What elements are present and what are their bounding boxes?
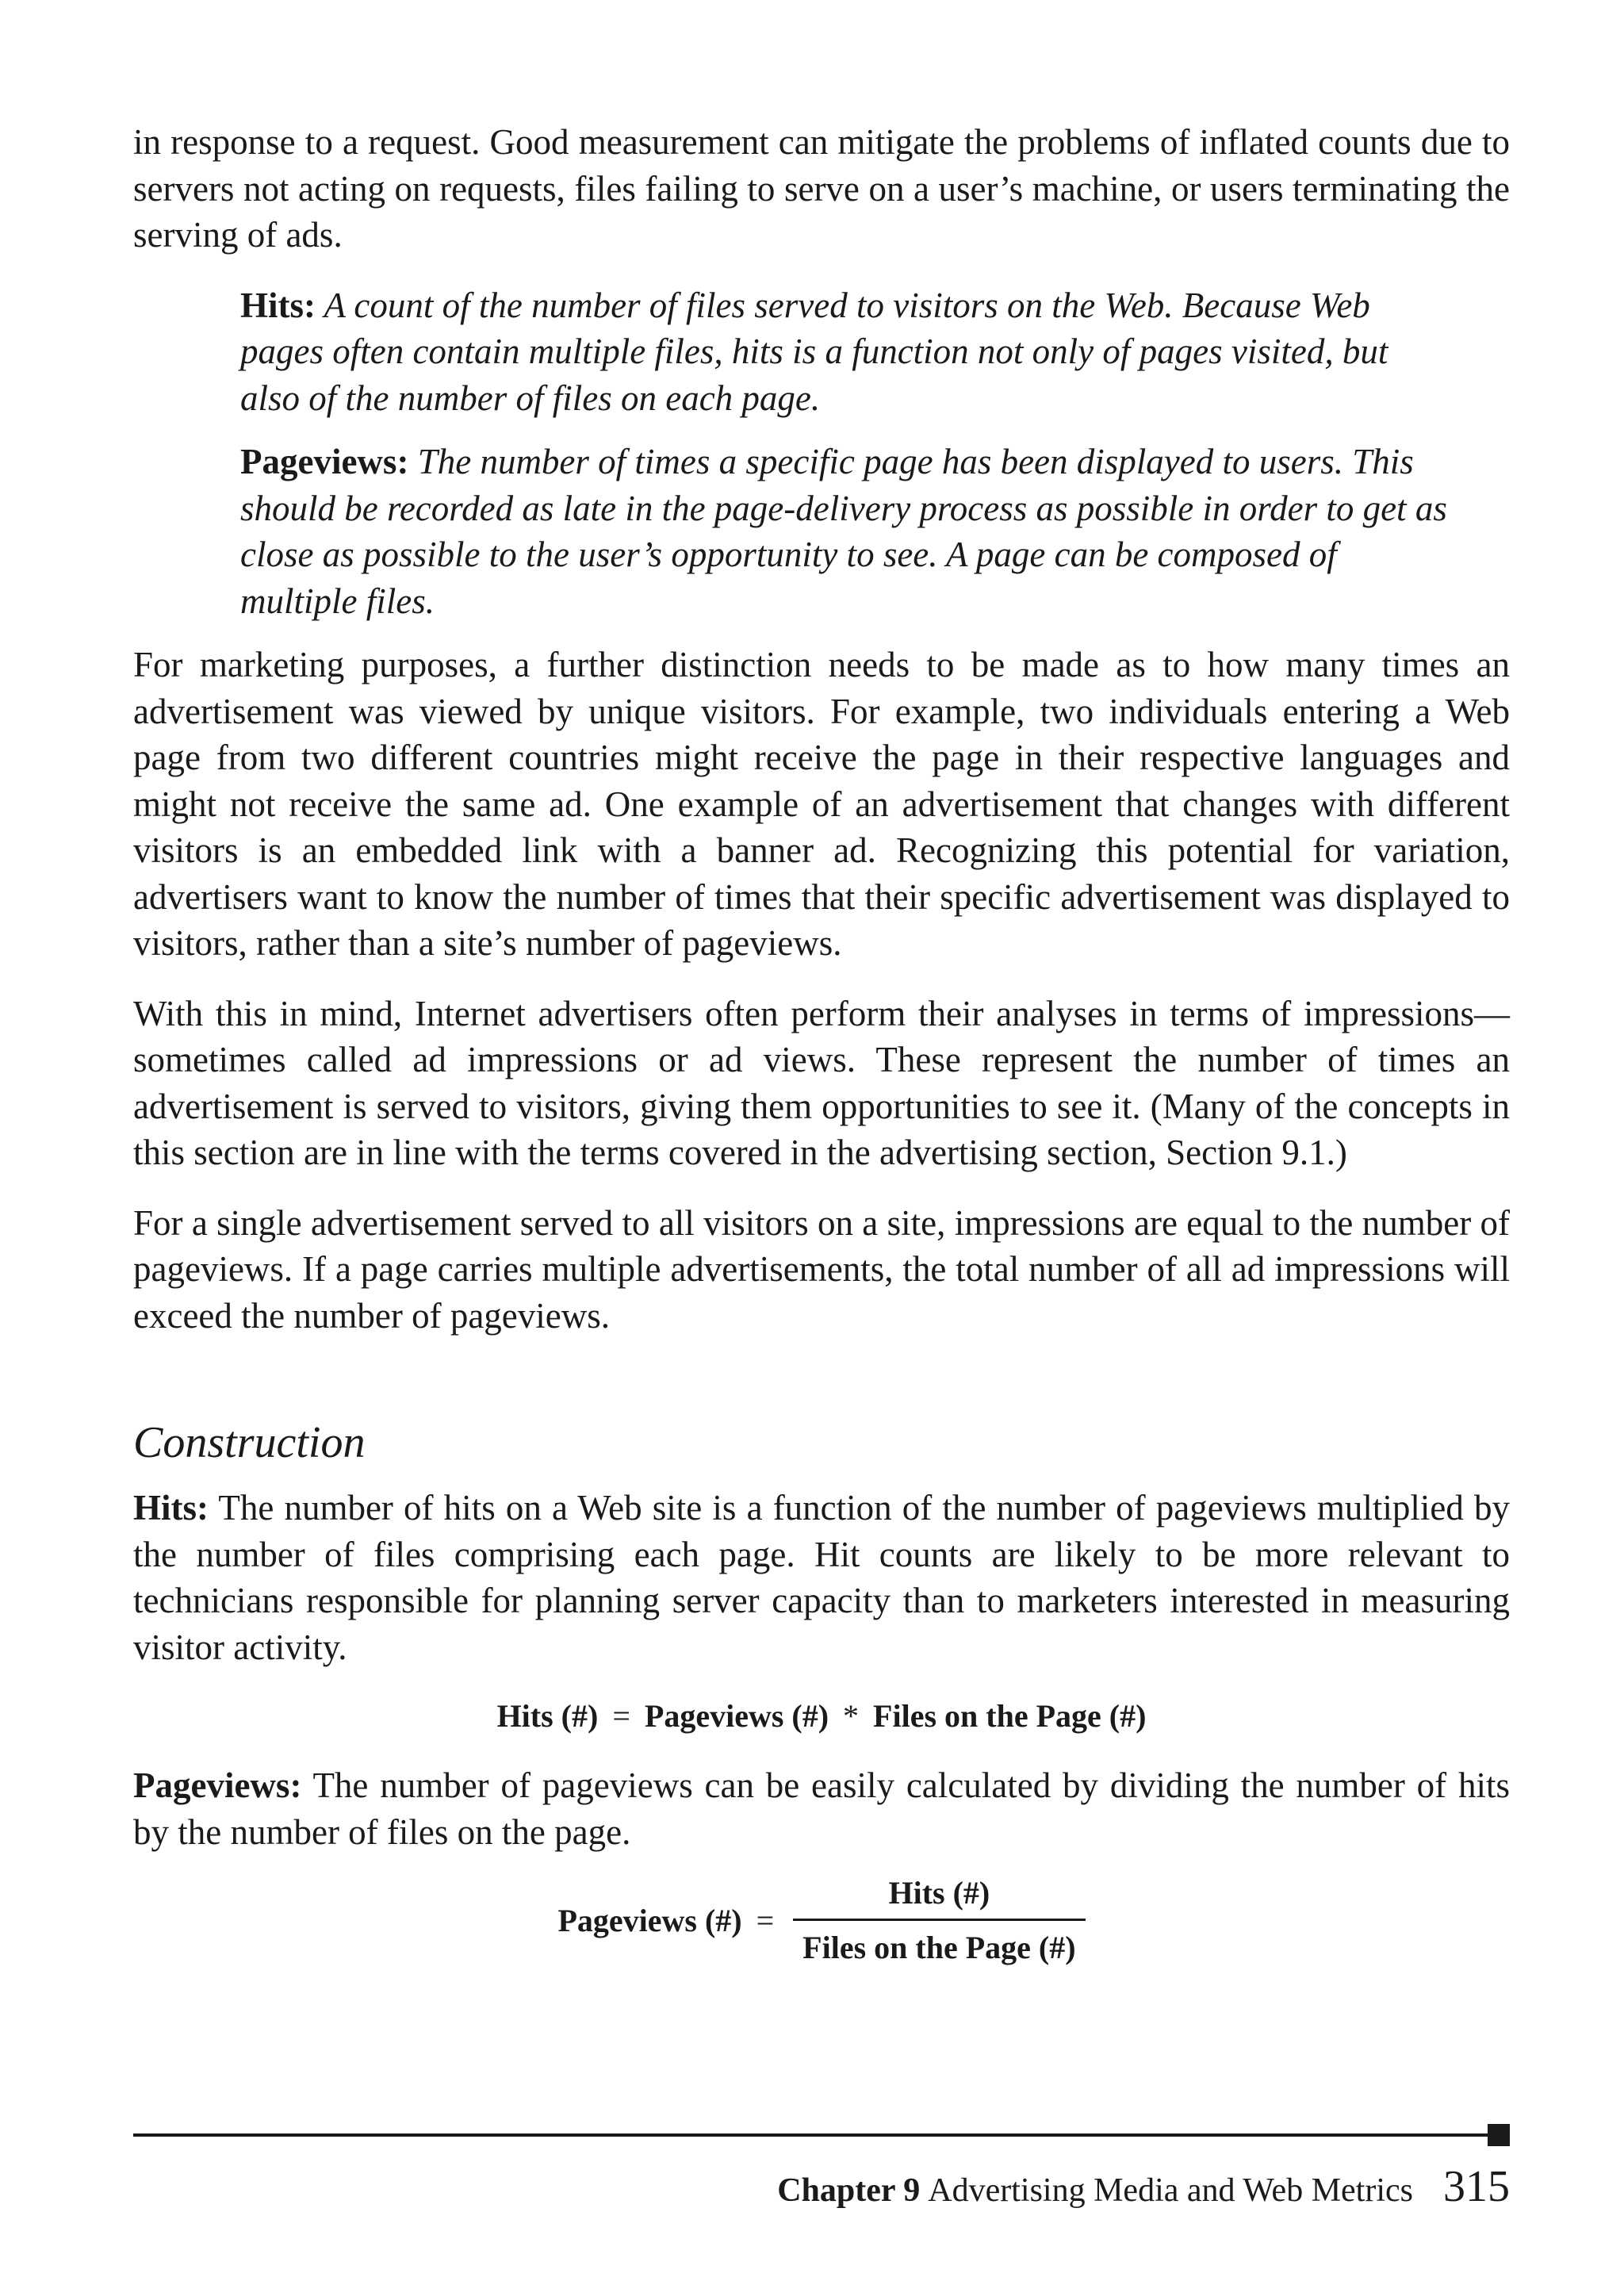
hits-formula-term-pageviews: Pageviews (#) xyxy=(644,1698,829,1734)
footer-rule xyxy=(133,2133,1494,2137)
construction-pageviews-paragraph xyxy=(133,1762,1510,1855)
definition-text-pageviews: The number of times a specific page has been displayed to users. This should be recorded as late in the page-delivery process as possible in order to get as close as possible to the user’s opportunity to see. A page can be composed of multiple files. xyxy=(240,442,1447,621)
footer-chapter-label: Chapter 9 xyxy=(777,2172,921,2209)
body-paragraph-unique-visitors: For marketing purposes, a further distinction needs to be made as to how many times an advertisement was viewed by unique visitors. For example, two individuals entering a Web page from two different countries might receive the page in their respective languages and might not receive the same ad. One example of an advertisement that changes with different visitors is an embedded link with a banner ad. Recognizing this potential for variation, advertisers want to know the number of times that their specific advertisement was displayed to visitors, rather than a site’s number of pageviews. xyxy=(133,645,1510,963)
construction-pageviews-text: The number of pageviews can be easily calculated by dividing the number of hits by the number of files on the page. xyxy=(133,1765,1510,1852)
definition-hits xyxy=(240,282,1454,422)
construction-hits-text: The number of hits on a Web site is a function of the number of pageviews multiplied by the number of files comprising each page. Hit counts are likely to be more relevant to technicians responsible for planning server capacity than to marketers interested in measuring visitor activity. xyxy=(133,1488,1511,1667)
section-heading-construction: Construction xyxy=(133,1418,366,1467)
body-paragraph-continued: in response to a request. Good measurement can mitigate the problems of inflated counts due to servers not acting on requests, files failing to serve on a user’s machine, or users terminating the serving of ads. xyxy=(133,122,1510,255)
pageviews-formula-lhs: Pageviews (#) xyxy=(557,1903,742,1938)
definition-text-hits: A count of the number of files served to visitors on the Web. Because Web pages often contain multiple files, hits is a function not only of pages visited, but also of the number of files on each page. xyxy=(240,285,1388,418)
construction-pageviews-lead: Pageviews: xyxy=(133,1765,302,1805)
pageviews-formula xyxy=(133,1873,1510,1969)
fraction-numerator: Hits (#) xyxy=(888,1875,990,1911)
definition-term-pageviews: Pageviews: xyxy=(240,442,409,481)
page-content xyxy=(133,119,1510,1969)
definition-term-hits: Hits: xyxy=(240,285,316,325)
definition-pageviews xyxy=(240,439,1454,624)
footer-page-number: 315 xyxy=(1443,2162,1510,2211)
footer-square-marker xyxy=(1488,2124,1510,2146)
hits-formula-times: * xyxy=(843,1698,860,1734)
hits-formula-term-files: Files on the Page (#) xyxy=(873,1698,1147,1734)
page-footer xyxy=(777,2159,1510,2218)
footer-chapter-title: Advertising Media and Web Metrics xyxy=(928,2172,1413,2209)
construction-hits-paragraph xyxy=(133,1485,1510,1670)
hits-formula-lhs: Hits (#) xyxy=(496,1698,599,1734)
hits-formula xyxy=(133,1694,1510,1739)
pageviews-formula-equals: = xyxy=(756,1903,775,1938)
fraction-denominator: Files on the Page (#) xyxy=(802,1930,1076,1965)
construction-hits-lead: Hits: xyxy=(133,1488,209,1528)
body-paragraph-single-ad: For a single advertisement served to all visitors on a site, impressions are equal to the number of pageviews. If a page carries multiple advertisements, the total number of all ad impressions will exceed the number of pageviews. xyxy=(133,1202,1510,1336)
pageviews-formula-fraction xyxy=(793,1873,1085,1969)
hits-formula-equals: = xyxy=(612,1698,630,1734)
body-paragraph-impressions: With this in mind, Internet advertisers often perform their analyses in terms of impressions—sometimes called ad impressions or ad views. These represent the number of times an advertisement is served to visitors, giving them opportunities to see it. (Many of the concepts in this section are in line with the terms covered in the advertising section, Section 9.1.) xyxy=(133,993,1510,1172)
